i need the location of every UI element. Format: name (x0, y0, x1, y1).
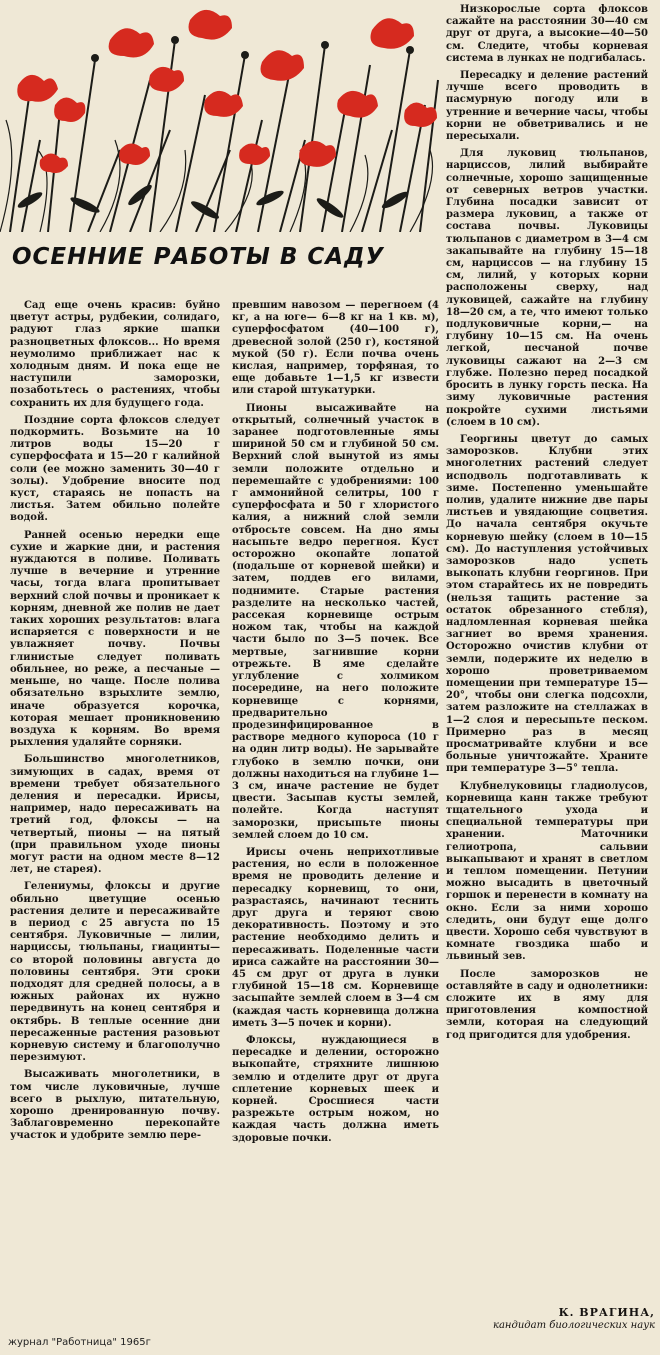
author-title: кандидат биологических наук (493, 1320, 655, 1331)
paragraph: Большинство многолетников, зимующих в садах, время от времени требует обязательного деления и пересадки. Ирисы, например, надо пересаживать на третий год, флоксы — на четвертый, пионы — на пятый (при правильном уходе пионы могут расти на одном месте 8—12 лет, не старея). (10, 754, 220, 876)
paragraph: Высаживать многолетники, в том числе луковичные, лучше всего в рыхлую, питательную, хорошо дренированную почву. Заблаговременно перекопайте участок и удобрите землю пере- (10, 1069, 220, 1142)
author-name: К. ВРАГИНА, (558, 1306, 655, 1319)
paragraph: Клубнелуковицы гладиолусов, корневища канн также требуют тщательного ухода и специальной температуры при хранении. Маточники гелиотропа, сальвии выкапывают и хранят в светлом и теплом помещении. Петунии можно высадить в цветочный горшок и перенести в комнату на окно. Если за ними хорошо следить, они будут еще долго цвести. Хорошо себя чувствуют в комнате гвоздика шабо и львиный зев. (446, 780, 648, 963)
source-caption: журнал "Работница" 1965г (8, 1337, 151, 1348)
paragraph: Гелениумы, флоксы и другие обильно цветущие осенью растения делите и пересаживайте в период с 25 августа по 15 сентября. Луковичные — лилии, нарциссы, тюльпаны, гиацинты—со второй половины августа до половины сентября. Эти сроки подходят для средней полосы, а в южных районах их нужно передвинуть на конец сентября и октябрь. В теплые осенние дни пересаженные растения разовьют корневую систему и благополучно перезимуют. (10, 881, 220, 1064)
paragraph: Ирисы очень неприхотливые растения, но если в положенное время не проводить деление и пересадку корневищ, то они, разрастаясь, начинают теснить друг друга и теряют свою декоративность. Поэтому и это растение необходимо делить и пересаживать. Поделенные части ириса сажайте на расстоянии 30—45 см друг от друга в лунки глубиной 15—18 см. Корневище засыпайте землей слоем в 3—4 см (каждая часть корневища должна иметь 3—5 почек и корни). (232, 846, 439, 1029)
article-column-1 (10, 300, 220, 1328)
paragraph: Сад еще очень красив: буйно цветут астры, рудбекии, солидаго, радуют глаз яркие шапки разноцветных флоксов... Но время неумолимо приближает нас к холодным дням. И пока еще не наступили заморозки, позаботьтесь о растениях, чтобы сохранить их для будущего года. (10, 300, 220, 409)
article-column-3 (446, 4, 648, 1304)
paragraph: Ранней осенью нередки еще сухие и жаркие дни, и растения нуждаются в поливе. Поливать лучше в вечерние и утренние часы, тогда влага пропитывает верхний слой почвы и проникает к корням, дневной же полив не дает таких хороших результатов: влага испаряется с поверхности и не увлажняет почву. Почвы глинистые следует поливать обильнее, но реже, а песчаные — меньше, но чаще. После полива обязательно взрыхлите землю, иначе образуется корочка, которая мешает проникновению воздуха к корням. Во время рыхления удаляйте сорняки. (10, 529, 220, 749)
article-column-2 (232, 300, 439, 1342)
paragraph: После заморозков не оставляйте в саду и однолетники: сложите их в яму для приготовления компостной земли, которая на следующий год пригодится для удобрения. (446, 968, 648, 1041)
article-headline: ОСЕННИЕ РАБОТЫ В САДУ (12, 244, 385, 270)
paragraph: Низкорослые сорта флоксов сажайте на расстоянии 30—40 см друг от друга, а высокие—40—50 см. Следите, чтобы корневая система в лунках не подгибалась. (446, 4, 648, 64)
paragraph: Пересадку и деление растений лучше всего проводить в пасмурную погоду или в утренние и вечерние часы, чтобы корни не обветривались и не пересыхали. (446, 70, 648, 143)
paragraph: Для луковиц тюльпанов, нарциссов, лилий выбирайте солнечные, хорошо защищенные от северных ветров участки. Глубина посадки зависит от размера луковиц, а также от состава почвы. Луковицы тюльпанов с диаметром в 3—4 см закапывайте на глубину 15—18 см, нарциссов — на глубину 15 см, лилий, у которых корни расположены сверху, над луковицей, сажайте на глубину 18—20 см, а те, что имеют только подлуковичные корни,— на глубину 10—15 см. На очень легкой, песчаной почве луковицы сажают на 2—3 см глубже. Полезно перед посадкой бросить в лунку горсть песка. На зиму луковичные растения покройте сухими листьями (слоем в 10 см). (446, 148, 648, 428)
paragraph: Георгины цветут до самых заморозков. Клубни этих многолетних растений следует исподволь подготавливать к зиме. Постепенно уменьшайте полив, удалите нижние две пары листьев и увядающие соцветия. До начала сентября окучьте корневую шейку (слоем в 10—15 см). До наступления устойчивых заморозков надо успеть выкопать клубни георгинов. При этом старайтесь их не повредить (нельзя тащить растение за остаток обрезанного стебля), надломленная корневая шейка загниет во время хранения. Осторожно очистив клубни от земли, подержите их неделю в хорошо проветриваемом помещении при температуре 15—20°, чтобы они слегка подсохли, затем разложите на стеллажах в 1—2 слоя и пересыпьте песком. Примерно раз в месяц просматривайте клубни и все больные уничтожайте. Храните при температуре 3—5° тепла. (446, 433, 648, 775)
paragraph: превшим навозом — перегноем (4 кг, а на юге— 6—8 кг на 1 кв. м), суперфосфатом (40—100 г), древесной золой (250 г), костяной мукой (50 г). Если почва очень кислая, например, торфяная, то еще добавьте 1—1,5 кг извести или старой штукатурки. (232, 300, 439, 397)
paragraph: Флоксы, нуждающиеся в пересадке и делении, осторожно выкопайте, стряхните лишнюю землю и отделите друг от друга сплетение корневых шеек и корней. Сросшиеся части разрежьте острым ножом, но каждая часть должна иметь здоровые почки. (232, 1034, 439, 1144)
author-signature (490, 1306, 655, 1332)
poppy-field-illustration (0, 0, 440, 232)
paragraph: Пионы высаживайте на открытый, солнечный участок в заранее подготовленные ямы шириной 50 см и глубиной 50 см. Верхний слой вынутой из ямы земли положите отдельно и перемешайте с удобрениями: 100 г аммонийной селитры, 100 г суперфосфата и 50 г хлористого калия, а нижний слой земли отбросьте совсем. На дно ямы насыпьте ведро перегноя. Куст осторожно окопайте лопатой (подальше от корневой шейки) и затем, поддев его вилами, поднимите. Старые растения разделите на несколько частей, рассекая корневище острым ножом так, чтобы на каждой части было по 3—5 почек. Все мертвые, загнившие корни отрежьте. В яме сделайте углубление с холмиком посередине, на него положите корневище с корнями, предварительно продезинфицированное в растворе медного купороса (10 г на один литр воды). Не зарывайте глубоко в землю почки, они должны находиться на глубине 1—3 см, иначе растение не будет цвести. Засыпав кусты землей, полейте. Когда наступят заморозки, присыпьте пионы землей слоем до 10 см. (232, 402, 439, 841)
paragraph: Поздние сорта флоксов следует подкормить. Возьмите на 10 литров воды 15—20 г суперфосфата и 15—20 г калийной соли (ее можно заменить 30—40 г золы). Удобрение вносите под куст, стараясь не попасть на листья. Затем обильно полейте водой. (10, 414, 220, 524)
